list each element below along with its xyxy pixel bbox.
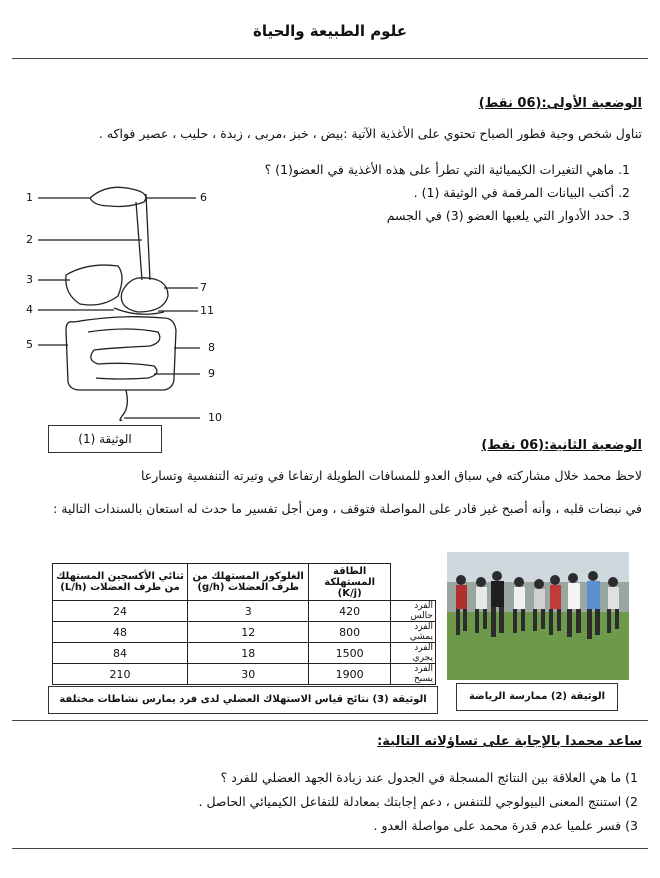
header-divider	[12, 58, 648, 59]
runners-illustration	[447, 552, 629, 680]
digestive-system-diagram	[18, 180, 228, 430]
situation2-intro-line2: في نبضات قلبه ، وأنه أصبح غير قادر على المواصلة فتوقف ، ومن أجل تفسير ما حدث له استعان بالسندات التالية :	[53, 501, 642, 516]
situation2-question-2	[199, 794, 638, 809]
sport-photo	[447, 552, 629, 680]
cell-glucose: 30	[188, 664, 309, 685]
situation2-question-1	[221, 770, 638, 785]
doc2-caption: الوثيقة (2) ممارسة الرياضة	[456, 683, 618, 711]
page-title: علوم الطبيعة والحياة	[253, 22, 407, 40]
row-label: الفرد يجري	[391, 643, 436, 664]
row-label: الفرد جالس	[391, 601, 436, 622]
cell-glucose: 3	[188, 601, 309, 622]
situation1-intro: تناول شخص وجبة فطور الصباح تحتوي على الأغذية الآتية :بيض ، خبز ،مربى ، زبدة ، حليب ، عصير فواكه .	[98, 126, 642, 141]
cell-energy: 1500	[309, 643, 391, 664]
doc3-table	[52, 563, 436, 685]
doc1-caption: الوثيقة (1)	[48, 425, 162, 453]
diagram-label-6: 6	[200, 191, 207, 204]
table-row	[53, 664, 436, 685]
cell-energy: 800	[309, 622, 391, 643]
question-number: 1.	[618, 162, 630, 177]
cell-oxygen: 48	[53, 622, 188, 643]
cell-glucose: 18	[188, 643, 309, 664]
question-number: 3.	[618, 208, 630, 223]
col-header-glucose: الغلوكوز المستهلك من طرف العضلات (g/h)	[188, 564, 309, 601]
question-text: فسر علميا عدم قدرة محمد على مواصلة العدو .	[373, 818, 622, 833]
section-divider	[12, 720, 648, 721]
cell-oxygen: 84	[53, 643, 188, 664]
cell-glucose: 12	[188, 622, 309, 643]
small-intestine-shape	[88, 329, 160, 379]
cell-energy: 1900	[309, 664, 391, 685]
diagram-label-3: 3	[26, 273, 33, 286]
table-row	[53, 643, 436, 664]
situation1-question-1	[265, 162, 630, 177]
question-text: ما هي العلاقة بين النتائج المسجلة في الجدول عند زيادة الجهد العضلي للفرد ؟	[220, 770, 622, 785]
situation1-heading: الوضعية الأولى:(06 نقط)	[478, 96, 642, 111]
cell-oxygen: 24	[53, 601, 188, 622]
question-text: حدد الأدوار التي يلعبها العضو (3) في الجسم	[386, 208, 615, 223]
diagram-label-4: 4	[26, 303, 33, 316]
question-number: 3)	[625, 818, 638, 833]
table-row	[53, 601, 436, 622]
col-header-energy: الطاقة المستهلكة (K/j)	[309, 564, 391, 601]
cell-energy: 420	[309, 601, 391, 622]
question-text: أكتب البيانات المرقمة في الوثيقة (1) .	[413, 185, 615, 200]
liver-shape	[66, 265, 122, 305]
mouth-shape	[90, 187, 146, 206]
situation2-question-3	[374, 818, 638, 833]
question-number: 1)	[625, 770, 638, 785]
situation1-question-2	[414, 185, 630, 200]
diagram-label-7: 7	[200, 281, 207, 294]
question-text: ماهي التغيرات الكيميائية التي تطرأ على هذه الأغذية في العضو(1) ؟	[264, 162, 615, 177]
situation2-intro-line1: لاحظ محمد خلال مشاركته في سباق العدو للمسافات الطويلة ارتفاعا في وتيرته التنفسية وتسارعا	[140, 468, 642, 483]
row-label: الفرد يمشي	[391, 622, 436, 643]
stomach-shape	[121, 278, 168, 312]
rectum-shape	[120, 390, 127, 421]
question-number: 2.	[618, 185, 630, 200]
diagram-label-2: 2	[26, 233, 33, 246]
doc3-caption: الوثيقة (3) نتائج قياس الاستهلاك العضلي لدى فرد يمارس نشاطات مختلفة	[48, 686, 438, 714]
diagram-label-10: 10	[208, 411, 222, 424]
diagram-label-5: 5	[26, 338, 33, 351]
row-label: الفرد يسبح	[391, 664, 436, 685]
situation2-heading: الوضعية الثانية:(06 نقط)	[481, 438, 642, 453]
col-header-oxygen: ثنائي الأكسجين المستهلك من طرف العضلات (L/h)	[53, 564, 188, 601]
cell-oxygen: 210	[53, 664, 188, 685]
situation1-question-3	[387, 208, 630, 223]
question-text: استنتج المعنى البيولوجي للتنفس ، دعم إجابتك بمعادلة للتفاعل الكيميائي الحاصل .	[198, 794, 622, 809]
diagram-label-1: 1	[26, 191, 33, 204]
footer-divider	[12, 848, 648, 849]
esophagus-shape	[136, 194, 150, 280]
help-title: ساعد محمدا بالإجابة على تساؤلاته التالية:	[377, 734, 642, 749]
table-row	[53, 622, 436, 643]
diagram-label-9: 9	[208, 367, 215, 380]
diagram-label-8: 8	[208, 341, 215, 354]
table-header-row	[53, 564, 436, 601]
question-number: 2)	[625, 794, 638, 809]
diagram-label-11: 11	[200, 304, 214, 317]
